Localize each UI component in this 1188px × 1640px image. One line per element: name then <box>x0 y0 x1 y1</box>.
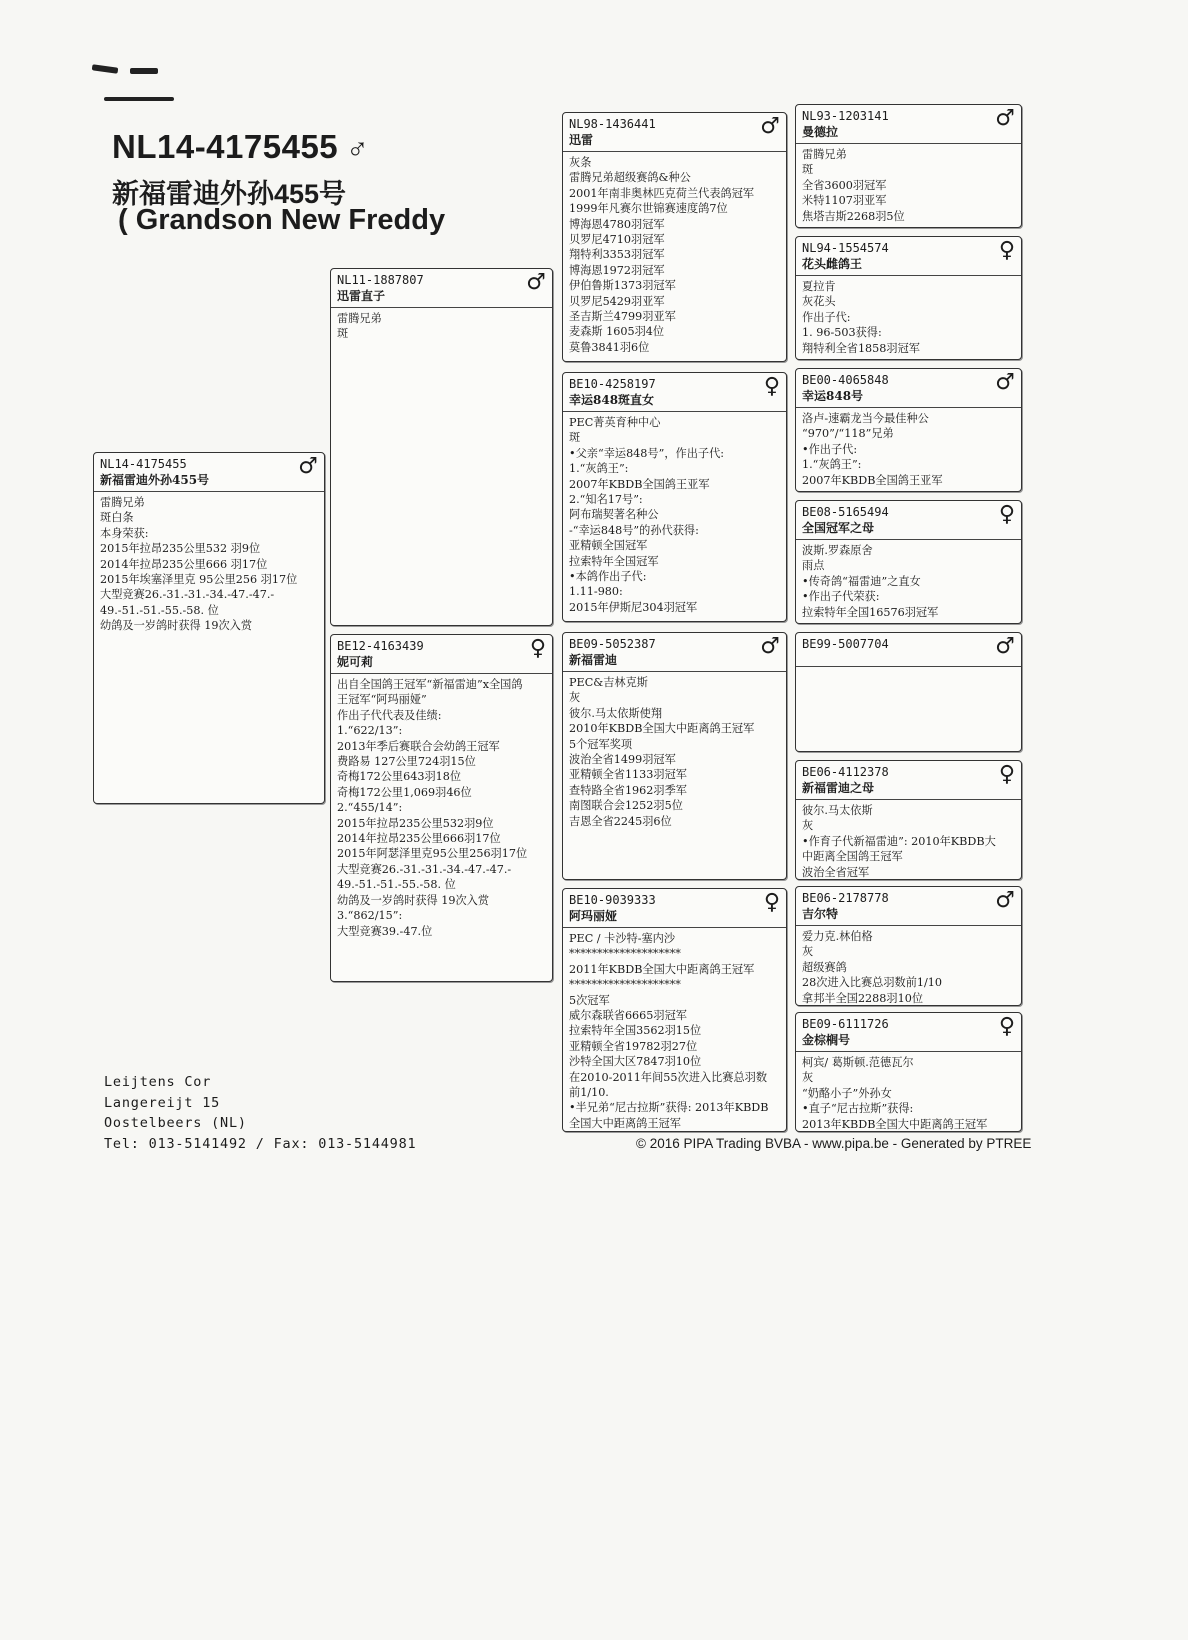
detail-line: 1.“灰鸽王”: <box>802 458 862 472</box>
detail-line: 夏拉肯 <box>802 280 836 293</box>
detail-line: 灰条 <box>569 156 592 169</box>
detail-line: 贝罗尼5429羽亚军 <box>569 294 665 308</box>
card-details <box>331 674 552 942</box>
detail-line: 1. 96-503获得: <box>802 326 882 340</box>
pigeon-card-gen4-1 <box>795 104 1022 228</box>
detail-line: 超级赛鸽 <box>802 960 847 974</box>
detail-line: 5个冠军奖项 <box>569 737 633 751</box>
ring-number: NL94-1554574 <box>802 241 889 255</box>
male-icon: ♂ <box>995 888 1015 913</box>
detail-line: 2001年南非奥林匹克荷兰代表鸽冠军 <box>569 186 755 200</box>
detail-line: •作育子代新福雷迪”: 2010年KBDB大 <box>802 834 996 848</box>
title-name-en: ( Grandson New Freddy <box>118 204 446 236</box>
owner-address <box>104 1072 416 1154</box>
detail-line: 焦塔吉斯2268羽5位 <box>802 209 905 223</box>
detail-line: 雷腾兄弟超级赛鸽&种公 <box>569 171 691 185</box>
pigeon-card-gen4-7 <box>795 886 1022 1006</box>
detail-line: 柯宾/ 葛斯顿.范德瓦尔 <box>802 1056 914 1069</box>
pigeon-card-gen4-4 <box>795 500 1022 624</box>
card-details <box>796 1052 1021 1132</box>
detail-line: 1999年凡赛尔世锦赛速度鸽7位 <box>569 202 728 216</box>
pen-mark <box>92 64 119 74</box>
detail-line: 博海恩4780羽冠军 <box>569 217 665 231</box>
detail-line: 全国大中距离鸽王冠军 <box>569 1116 681 1130</box>
detail-line: 大型竞赛26.-31.-31.-34.-47.-47.- <box>337 862 512 876</box>
female-icon: ♀ <box>998 762 1015 787</box>
detail-line: ******************** <box>569 947 681 961</box>
female-icon: ♀ <box>763 890 780 915</box>
ring-number: BE06-2178778 <box>802 891 889 905</box>
detail-line: 彼尔.马太依斯 <box>802 804 873 817</box>
pigeon-name: 吉尔特 <box>802 907 839 921</box>
detail-line: 全省3600羽冠军 <box>802 178 887 192</box>
detail-line: 波治全省冠军 <box>802 865 870 879</box>
detail-line: •作出子代荣获: <box>802 590 880 604</box>
detail-line: 灰 <box>802 945 814 959</box>
card-details <box>796 408 1021 491</box>
detail-line: 前1/10. <box>569 1086 609 1100</box>
ring-number: BE00-4065848 <box>802 373 889 387</box>
ring-number: BE10-9039333 <box>569 893 656 907</box>
detail-line: 南图联合会1252羽5位 <box>569 799 683 813</box>
ring-number: BE09-5052387 <box>569 637 656 651</box>
male-icon: ♂ <box>995 106 1015 131</box>
ring-number: BE06-4112378 <box>802 765 889 779</box>
detail-line: 奇梅172公里643羽18位 <box>337 770 462 784</box>
detail-line: 2007年KBDB全国鸽王亚军 <box>569 477 710 491</box>
detail-line: 1.11-980: <box>569 585 623 599</box>
male-icon: ♂ <box>760 634 780 659</box>
card-details <box>796 800 1021 880</box>
female-icon: ♀ <box>763 374 780 399</box>
detail-line: 2007年KBDB全国鸽王亚军 <box>802 473 943 487</box>
owner-city: Oostelbeers (NL) <box>104 1115 247 1131</box>
pigeon-card-granddam-paternal <box>562 372 787 622</box>
detail-line: 爱力克.林伯格 <box>802 930 873 943</box>
detail-line: 斑 <box>337 327 349 341</box>
pigeon-name: 金棕榈号 <box>802 1033 851 1047</box>
detail-line: 吉恩全省2245羽6位 <box>569 814 672 828</box>
detail-line: 大型竞赛39.-47.位 <box>337 924 433 938</box>
card-details <box>796 926 1021 1006</box>
ring-number: BE10-4258197 <box>569 377 656 391</box>
detail-line: 作出子代代表及佳绩: <box>337 708 442 722</box>
detail-line: •父亲“幸运848号”，作出子代: <box>569 446 725 460</box>
pedigree-title <box>112 128 369 166</box>
detail-line: 翔特利全省1858羽冠军 <box>802 341 920 355</box>
detail-line: 1.“622/13”: <box>337 724 403 738</box>
detail-line: 2014年拉昂235公里666 羽17位 <box>100 557 268 571</box>
ring-number: BE08-5165494 <box>802 505 889 519</box>
detail-line: 5次冠军 <box>569 993 610 1007</box>
pigeon-name: 妮可莉 <box>337 655 374 669</box>
detail-line: 贝罗尼4710羽冠军 <box>569 233 665 247</box>
detail-line: 2015年埃塞泽里克 95公里256 羽17位 <box>100 573 298 587</box>
card-details <box>796 276 1021 359</box>
pigeon-card-gen4-6 <box>795 760 1022 880</box>
card-details <box>796 540 1021 623</box>
detail-line: 查特路全省1962羽季军 <box>569 783 687 797</box>
detail-line: 拉索特年全国3562羽15位 <box>569 1024 702 1038</box>
pigeon-name: 全国冠军之母 <box>802 521 875 535</box>
detail-line: 大型竞赛26.-31.-31.-34.-47.-47.- <box>100 588 275 602</box>
detail-line: 2013年季后赛联合会幼鸽王冠军 <box>337 739 500 753</box>
detail-line: “奶酪小子”外孙女 <box>802 1086 892 1100</box>
detail-line: •直子“尼古拉斯”获得: <box>802 1102 914 1116</box>
pigeon-card-sire <box>330 268 553 626</box>
pigeon-name: 迅雷直子 <box>337 289 386 303</box>
detail-line: 斑 <box>569 431 581 445</box>
pigeon-name: 新福雷迪 <box>569 653 618 667</box>
detail-line: 亚精顿全国冠军 <box>569 539 648 553</box>
detail-line: PEC菁英育种中心 <box>569 416 661 429</box>
detail-line: 幼鸽及一岁鸽时获得 19次入赏 <box>337 893 490 907</box>
detail-line: 灰 <box>802 819 814 833</box>
detail-line: 本身荣获: <box>100 526 149 540</box>
male-icon: ♂ <box>526 270 546 295</box>
pigeon-name: 花头雌鸽王 <box>802 257 863 271</box>
detail-line: 博海恩1972羽冠军 <box>569 263 665 277</box>
detail-line: 波治全省1499羽冠军 <box>569 753 676 767</box>
pigeon-name: 新福雷迪之母 <box>802 781 875 795</box>
male-icon: ♂ <box>995 634 1015 659</box>
pigeon-name: 曼德拉 <box>802 125 839 139</box>
male-icon: ♂ <box>995 370 1015 395</box>
detail-line: -“幸运848号”的孙代获得: <box>569 523 699 537</box>
detail-line: 雷腾兄弟 <box>100 496 145 509</box>
owner-name: Leijtens Cor <box>104 1074 212 1090</box>
detail-line: 麦森斯 1605羽4位 <box>569 325 665 339</box>
detail-line: “970”/“118”兄弟 <box>802 427 894 441</box>
detail-line: 雷腾兄弟 <box>802 148 847 161</box>
male-icon: ♂ <box>760 114 780 139</box>
card-details <box>94 492 324 637</box>
pigeon-card-subject <box>93 452 325 804</box>
detail-line: 2.“知名17号”: <box>569 493 643 507</box>
female-icon: ♀ <box>998 502 1015 527</box>
detail-line: 2015年阿瑟泽里克95公里256羽17位 <box>337 847 528 861</box>
ring-number: NL98-1436441 <box>569 117 656 131</box>
female-icon: ♀ <box>998 1014 1015 1039</box>
card-details <box>563 152 786 358</box>
detail-line: 灰花头 <box>802 295 836 309</box>
title-name-cn: 新福雷迪外孙455号 <box>112 179 347 209</box>
detail-line: 奇梅172公里1,069羽46位 <box>337 785 472 799</box>
pigeon-name: 幸运848号 <box>802 389 864 403</box>
detail-line: 莫鲁3841羽6位 <box>569 340 650 354</box>
female-icon: ♀ <box>529 636 546 661</box>
detail-line: 1.“灰鸽王”: <box>569 462 629 476</box>
pigeon-card-gen4-8 <box>795 1012 1022 1132</box>
female-icon: ♀ <box>998 238 1015 263</box>
detail-line: 拉索特年全国冠军 <box>569 554 659 568</box>
detail-line: 亚精顿全省1133羽冠军 <box>569 768 687 782</box>
pigeon-card-granddam-maternal <box>562 888 787 1132</box>
detail-line: 雷腾兄弟 <box>337 312 382 325</box>
detail-line: 灰 <box>802 1071 814 1085</box>
male-icon: ♂ <box>346 132 370 165</box>
pigeon-card-grandsire-maternal <box>562 632 787 880</box>
detail-line: 28次进入比赛总羽数前1/10 <box>802 976 943 990</box>
pigeon-name: 阿玛丽娅 <box>569 909 618 923</box>
owner-street: Langereijt 15 <box>104 1094 221 1111</box>
detail-line: •本鸽作出子代: <box>569 570 647 584</box>
detail-line: 威尔森联省6665羽冠军 <box>569 1009 687 1023</box>
title-ring-number: NL14-4175455 <box>112 128 339 165</box>
owner-phone: Tel: 013-5141492 / Fax: 013-5144981 <box>104 1135 417 1152</box>
ring-number: NL14-4175455 <box>100 457 187 471</box>
card-details <box>563 928 786 1132</box>
detail-line: 米特1107羽亚军 <box>802 194 887 208</box>
ring-number: BE09-6111726 <box>802 1017 889 1031</box>
detail-line: 2010年KBDB全国大中距离鸽王冠军 <box>569 722 755 736</box>
detail-line: 灰 <box>569 691 581 705</box>
pigeon-name: 新福雷迪外孙455号 <box>100 473 210 487</box>
card-details <box>796 667 1021 673</box>
detail-line: 波斯.罗森原舍 <box>802 544 873 557</box>
detail-line: 2013年KBDB全国大中距离鸽王冠军 <box>802 1117 988 1131</box>
detail-line: 阿布瑞契著名种公 <box>569 508 659 522</box>
detail-line: 2015年拉昂235公里532羽9位 <box>337 816 494 830</box>
pigeon-card-grandsire-paternal <box>562 112 787 362</box>
pigeon-name: 幸运848斑直女 <box>569 393 655 407</box>
card-details <box>796 144 1021 227</box>
detail-line: 王冠军“阿玛丽娅” <box>337 693 427 707</box>
pen-mark <box>130 68 158 74</box>
pigeon-card-gen4-3 <box>795 368 1022 492</box>
detail-line: 49.-51.-51.-55.-58. 位 <box>100 603 219 617</box>
detail-line: 圣吉斯兰4799羽亚军 <box>569 310 676 324</box>
detail-line: 3.“862/15”: <box>337 909 403 923</box>
detail-line: 幼鸽及一岁鸽时获得 19次入赏 <box>100 619 253 633</box>
pigeon-card-dam <box>330 634 553 982</box>
detail-line: 雨点 <box>802 559 825 573</box>
copyright-notice: © 2016 PIPA Trading BVBA - www.pipa.be - Generated by PTREE <box>636 1136 1032 1151</box>
pigeon-name: 迅雷 <box>569 133 594 147</box>
detail-line: 洛卢-速霸龙当今最佳种公 <box>802 412 929 425</box>
detail-line: 2015年拉昂235公里532 羽9位 <box>100 542 261 556</box>
pen-mark <box>104 97 174 101</box>
detail-line: 出自全国鸽王冠军“新福雷迪”x全国鸽 <box>337 678 523 691</box>
card-details <box>563 412 786 618</box>
card-details <box>331 308 552 345</box>
detail-line: 拉索特年全国16576羽冠军 <box>802 605 939 619</box>
detail-line: 49.-51.-51.-55.-58. 位 <box>337 878 456 892</box>
detail-line: 中距离全国鸽王冠军 <box>802 850 903 864</box>
detail-line: 费路易 127公里724羽15位 <box>337 755 476 769</box>
detail-line: 斑白条 <box>100 511 134 525</box>
detail-line: •半兄弟“尼古拉斯”获得: 2013年KBDB <box>569 1101 769 1115</box>
detail-line: 作出子代: <box>802 310 851 324</box>
detail-line: •传奇鸽“福雷迪”之直女 <box>802 574 921 588</box>
detail-line: ******************** <box>569 978 681 992</box>
detail-line: 彼尔.马太依斯使翔 <box>569 706 663 720</box>
ring-number: NL11-1887807 <box>337 273 424 287</box>
detail-line: 2015年伊斯尼304羽冠军 <box>569 600 698 614</box>
detail-line: 在2010-2011年间55次进入比赛总羽数 <box>569 1070 768 1084</box>
detail-line: 拿邦半全国2288羽10位 <box>802 991 924 1005</box>
detail-line: 2.“455/14”: <box>337 801 403 815</box>
detail-line: 斑 <box>802 163 814 177</box>
detail-line: 亚精顿全省19782羽27位 <box>569 1039 698 1053</box>
detail-line: PEC / 卡沙特-塞内沙 <box>569 932 676 945</box>
detail-line: 伊伯鲁斯1373羽冠军 <box>569 279 676 293</box>
ring-number: BE99-5007704 <box>802 637 889 651</box>
ring-number: BE12-4163439 <box>337 639 424 653</box>
detail-line: 2014年拉昂235公里666羽17位 <box>337 832 501 846</box>
pigeon-card-gen4-2 <box>795 236 1022 360</box>
detail-line: PEC&吉林克斯 <box>569 676 648 689</box>
pigeon-card-gen4-5 <box>795 632 1022 752</box>
detail-line: 沙特全国大区7847羽10位 <box>569 1055 702 1069</box>
male-icon: ♂ <box>298 454 318 479</box>
card-details <box>563 672 786 832</box>
detail-line: 2011年KBDB全国大中距离鸽王冠军 <box>569 962 755 976</box>
detail-line: •作出子代: <box>802 442 858 456</box>
detail-line: 翔特利3353羽冠军 <box>569 248 665 262</box>
ring-number: NL93-1203141 <box>802 109 889 123</box>
